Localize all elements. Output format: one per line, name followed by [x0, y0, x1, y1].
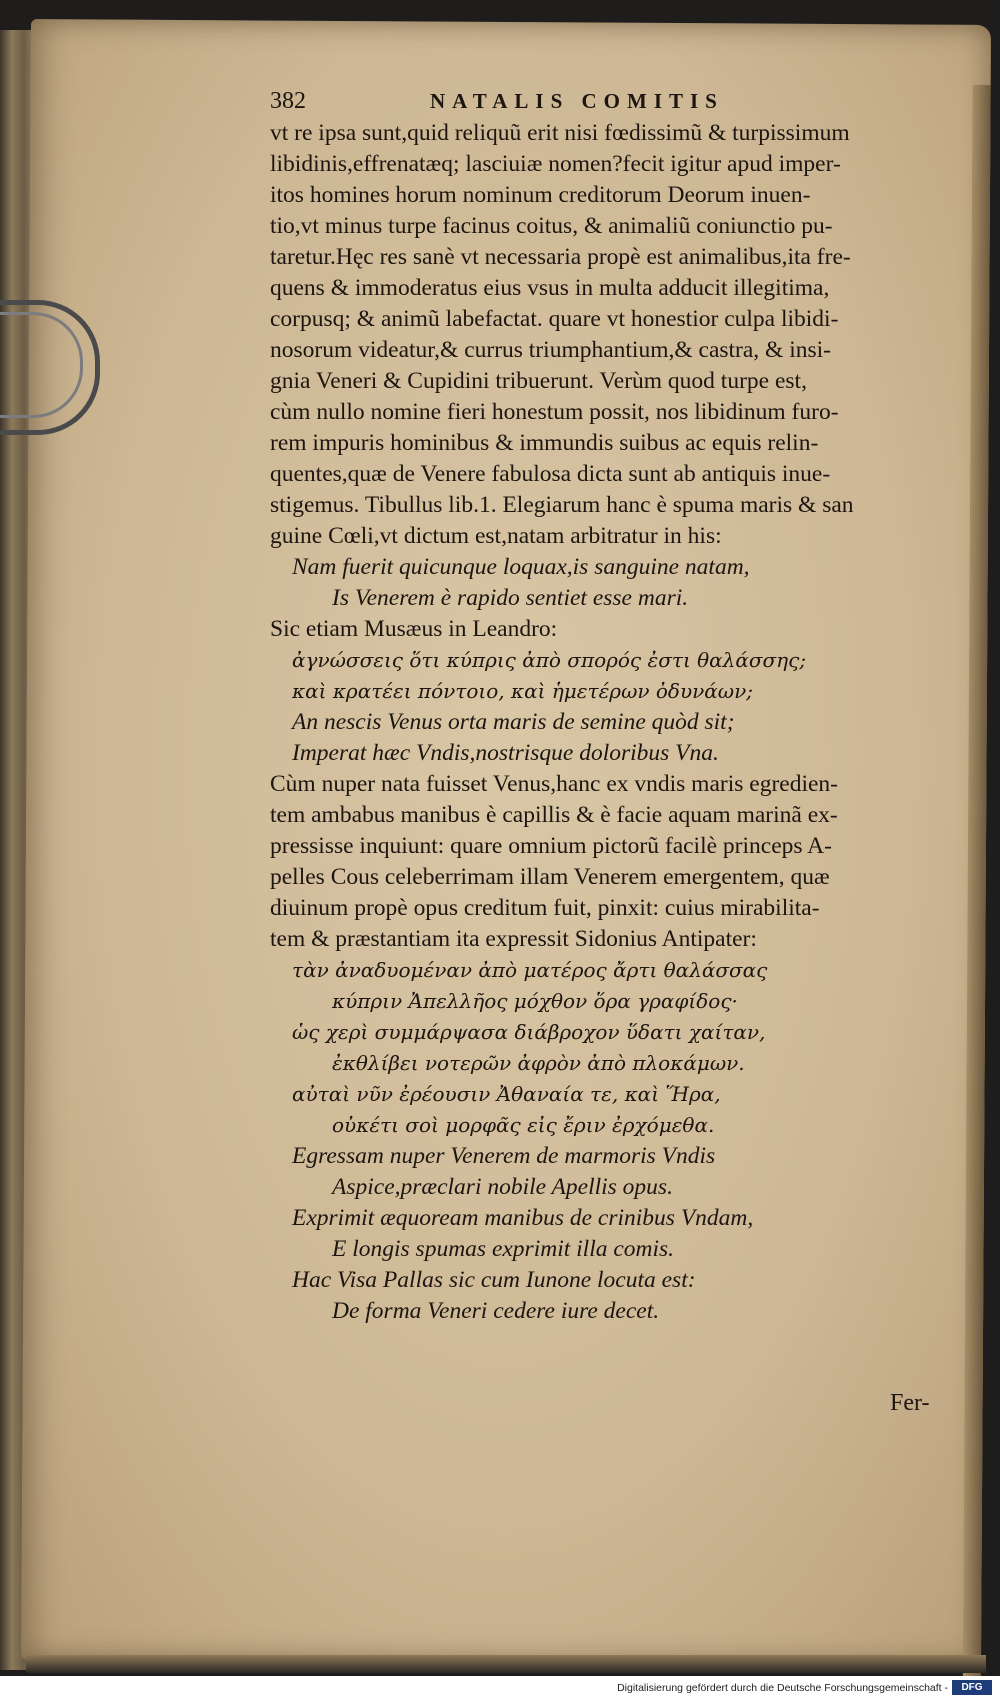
text-body — [270, 118, 930, 1327]
text-line: Nam fuerit quicunque loquax,is sanguine natam, — [292, 554, 750, 580]
text-line: De forma Veneri cedere iure decet. — [332, 1298, 660, 1324]
text-line: diuinum propè opus creditum fuit, pinxit: cuius mirabilita- — [270, 895, 820, 921]
text-line: Sic etiam Musæus in Leandro: — [270, 616, 558, 642]
text-line: tem ambabus manibus è capillis & è facie aquam marinã ex- — [270, 802, 838, 828]
text-line: τὰν ἀναδυομέναν ἀπὸ ματέρος ἄρτι θαλάσσας — [292, 958, 768, 982]
text-line: tio,vt minus turpe facinus coitus, & animaliũ coniunctio pu- — [270, 213, 833, 239]
footer-credit: Digitalisierung gefördert durch die Deutsche Forschungsgemeinschaft - — [617, 1682, 948, 1694]
page-header — [270, 86, 930, 118]
text-line: ἐκθλίβει νοτερῶν ἀφρὸν ἀπὸ πλοκάμων. — [332, 1051, 745, 1075]
page-fore-edge — [963, 85, 991, 1685]
text-line: ἀγνώσσεις ὅτι κύπρις ἀπὸ σπορός ἐστι θαλάσσης; — [292, 648, 807, 672]
text-line: Aspice,præclari nobile Apellis opus. — [332, 1174, 673, 1200]
text-line: An nescis Venus orta maris de semine quòd sit; — [292, 709, 735, 735]
text-line: vt re ipsa sunt,quid reliquũ erit nisi fœdissimũ & turpissimum — [270, 120, 850, 146]
dfg-logo: DFG — [952, 1680, 992, 1695]
text-line: corpusq; & animũ labefactat. quare vt honestior culpa libidi- — [270, 306, 839, 332]
text-line: pressisse inquiunt: quare omnium pictorũ facilè princeps A- — [270, 833, 832, 859]
text-line: itos homines horum nominum creditorum Deorum inuen- — [270, 182, 811, 208]
text-line: αὐταὶ νῦν ἐρέουσιν Ἀθαναία τε, καὶ Ἥρα, — [292, 1082, 721, 1106]
text-line: quens & immoderatus eius vsus in multa adducit illegitima, — [270, 275, 830, 301]
text-line: Exprimit æquoream manibus de crinibus Vndam, — [292, 1205, 754, 1231]
text-line: gnia Veneri & Cupidini tribuerunt. Verùm quod turpe est, — [270, 368, 807, 394]
page-bottom-edge — [26, 1655, 986, 1673]
text-line: οὐκέτι σοὶ μορφᾶς εἰς ἔριν ἐρχόμεθα. — [332, 1113, 715, 1137]
text-line: Egressam nuper Venerem de marmoris Vndis — [292, 1143, 716, 1169]
text-line: nosorum videatur,& currus triumphantium,& castra, & insi- — [270, 337, 831, 363]
text-line: pelles Cous celeberrimam illam Venerem emergentem, quæ — [270, 864, 830, 890]
text-line: E longis spumas exprimit illa comis. — [332, 1236, 675, 1262]
text-line: stigemus. Tibullus lib.1. Elegiarum hanc è spuma maris & san — [270, 492, 854, 518]
text-line: quentes,quæ de Venere fabulosa dicta sunt ab antiquis inue- — [270, 461, 831, 487]
text-line: guine Cœli,vt dictum est,natam arbitratur in his: — [270, 523, 722, 549]
catchword: Fer- — [890, 1390, 930, 1416]
text-line: tem & præstantiam ita expressit Sidonius Antipater: — [270, 926, 757, 952]
text-line: Imperat hæc Vndis,nostrisque doloribus Vna. — [292, 740, 719, 766]
text-line: taretur.Hęc res sanè vt necessaria propè est animalibus,ita fre- — [270, 244, 851, 270]
text-line: Hac Visa Pallas sic cum Iunone locuta est: — [292, 1267, 696, 1293]
page-number: 382 — [270, 88, 306, 114]
text-line: κύπριν Ἀπελλῆος μόχθον ὅρα γραφίδος· — [332, 989, 738, 1013]
running-title: NATALIS COMITIS — [430, 89, 724, 113]
text-line: Cùm nuper nata fuisset Venus,hanc ex vndis maris egredien- — [270, 771, 838, 797]
text-line: rem impuris hominibus & immundis suibus ac equis relin- — [270, 430, 819, 456]
text-line: cùm nullo nomine fieri honestum possit, nos libidinum furo- — [270, 399, 839, 425]
page-text — [270, 86, 930, 1327]
digitization-footer — [0, 1676, 1000, 1699]
text-line: καὶ κρατέει πόντοιο, καὶ ἡμετέρων ὀδυνάων; — [292, 679, 753, 703]
text-line: libidinis,effrenatæq; lasciuiæ nomen?fecit igitur apud imper- — [270, 151, 841, 177]
text-line: Is Venerem è rapido sentiet esse mari. — [332, 585, 689, 611]
text-line: ὡς χερὶ συμμάρψασα διάβροχον ὕδατι χαίταν, — [292, 1020, 766, 1044]
